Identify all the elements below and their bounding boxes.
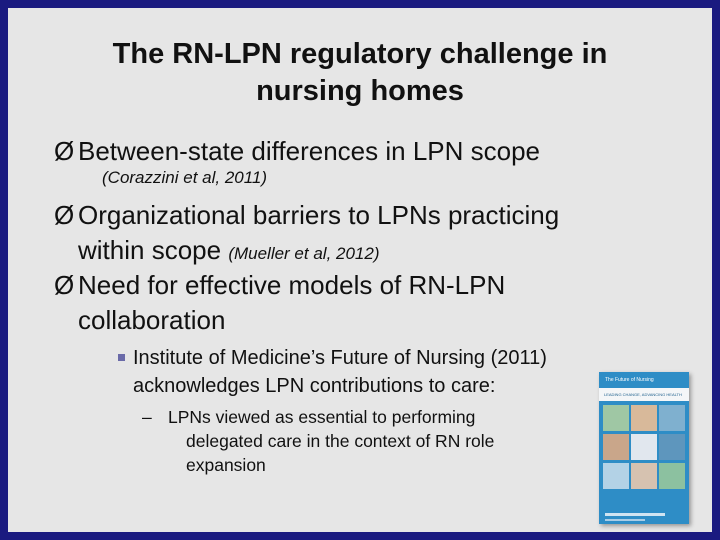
bullet-3-line-1: Need for effective models of RN-LPN [78, 270, 506, 300]
bullet-2-line-2 [78, 233, 559, 271]
book-cover-photo-collage [603, 405, 685, 491]
book-cover-image [599, 372, 689, 524]
sub-bullet-line-1: Institute of Medicine’s Future of Nursing (2011) [133, 347, 547, 369]
bullet-2-citation: (Mueller et al, 2012) [228, 244, 380, 263]
arrow-bullet-icon: Ø [54, 136, 75, 166]
arrow-bullet-icon: Ø [54, 270, 75, 300]
sub-sub-bullet [142, 405, 568, 477]
bullet-2 [54, 198, 560, 271]
title-line-1: The RN-LPN regulatory challenge in [112, 38, 608, 70]
book-cover-footer [605, 513, 665, 516]
cover-photo [631, 405, 657, 431]
cover-photo [659, 463, 685, 489]
book-cover-footer-2 [605, 519, 645, 521]
bullet-1-text: Between-state differences in LPN scope [78, 136, 541, 166]
cover-photo [631, 463, 657, 489]
bullet-2-line-2-text: within scope [78, 235, 229, 265]
slide [8, 8, 712, 532]
cover-photo [603, 405, 629, 431]
cover-photo [631, 434, 657, 460]
bullet-1 [54, 134, 541, 169]
sub-sub-bullet-line-2: delegated care in the context of RN role [186, 431, 495, 451]
sub-bullet [133, 344, 653, 400]
sub-sub-bullet-line-1: LPNs viewed as essential to performing [168, 407, 476, 427]
bullet-3 [54, 268, 506, 338]
sub-sub-bullet-line-3: expansion [186, 455, 266, 475]
arrow-bullet-icon: Ø [54, 200, 75, 230]
book-cover-subtitle: LEADING CHANGE, ADVANCING HEALTH [599, 388, 689, 401]
bullet-2-line-1: Organizational barriers to LPNs practicing [78, 200, 560, 230]
dash-bullet-icon: – [142, 407, 152, 427]
cover-photo [603, 434, 629, 460]
title-line-2: nursing homes [256, 75, 464, 107]
cover-photo [603, 463, 629, 489]
book-cover-title: The Future of Nursing [605, 377, 654, 383]
sub-bullet-line-2: acknowledges LPN contributions to care: [133, 375, 496, 397]
bullet-3-line-2: collaboration [78, 305, 226, 335]
slide-title [8, 36, 712, 110]
bullet-1-citation: (Corazzini et al, 2011) [102, 168, 268, 187]
cover-photo [659, 434, 685, 460]
cover-photo [659, 405, 685, 431]
square-bullet-icon [118, 354, 125, 361]
